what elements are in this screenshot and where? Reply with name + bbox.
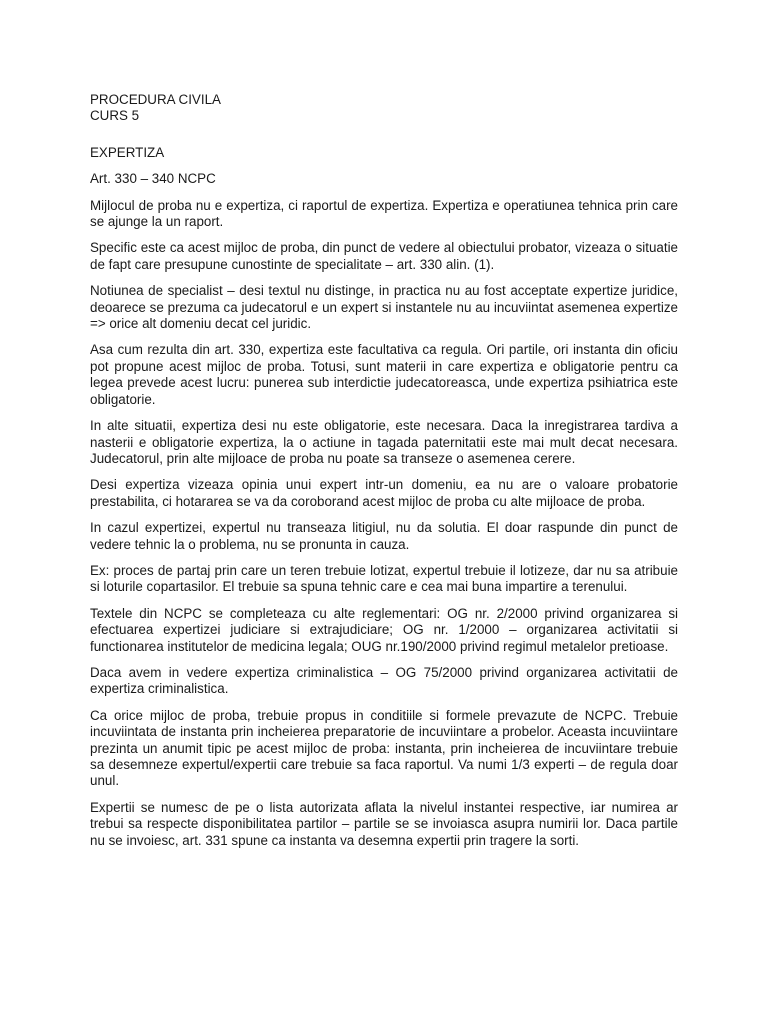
- paragraph: Ca orice mijloc de proba, trebuie propus in conditiile si formele prevazute de NCPC. Trebuie incuviintata de instanta prin incheierea preparatorie de incuviintare a probelor. Aceasta incuviintare prezinta un anumit tipic pe acest mijloc de proba: instanta, prin incheierea de incuviintare trebuie sa desemneze expertul/expertii care trebuie sa faca raportul. Va numi 1/3 experti – de regula doar unul.: [90, 707, 678, 789]
- paragraph: In cazul expertizei, expertul nu transeaza litigiul, nu da solutia. El doar raspunde din punct de vedere tehnic la o problema, nu se pronunta in cauza.: [90, 520, 678, 552]
- paragraph: Expertii se numesc de pe o lista autorizata aflata la nivelul instantei respective, iar numirea ar trebui sa respecte disponibilitatea partilor – partile se se invoiasca asupra numirii lor. Daca partile nu se invoiesc, art. 331 spune ca instanta va desemna expertii prin tragere la sorti.: [90, 799, 678, 848]
- course-title: PROCEDURA CIVILA: [90, 92, 221, 107]
- paragraph: Notiunea de specialist – desi textul nu distinge, in practica nu au fost acceptate expertize juridice, deoarece se prezuma ca judecatorul e un expert si instantele nu au incuviintat asemenea expertize => orice alt domeniu decat cel juridic.: [90, 283, 678, 332]
- section-heading: EXPERTIZA: [90, 144, 165, 160]
- paragraph: Mijlocul de proba nu e expertiza, ci raportul de expertiza. Expertiza e operatiunea tehnica prin care se ajunge la un raport.: [90, 197, 678, 230]
- paragraph: Asa cum rezulta din art. 330, expertiza este facultativa ca regula. Ori partile, ori instanta din oficiu pot propune acest mijloc de proba. Totusi, sunt materii in care expertiza e obligatorie pentru ca legea prevede acest lucru: punerea sub interdictie judecatoreasca, unde expertiza psihiatrica este obligatorie.: [90, 342, 678, 407]
- paragraph: In alte situatii, expertiza desi nu este obligatorie, este necesara. Daca la inregistrarea tardiva a nasterii e obligatorie expertiza, la o actiune in tagada paternitatii este mai mult decat necesara. Judecatorul, prin alte mijloace de proba nu poate sa transeze o asemenea cerere.: [90, 418, 678, 466]
- document-page: [90, 92, 678, 849]
- paragraph: Specific este ca acest mijloc de proba, din punct de vedere al obiectului probator, vizeaza o situatie de fapt care presupune cunostinte de specialitate – art. 330 alin. (1).: [90, 240, 678, 272]
- paragraph: Daca avem in vedere expertiza criminalistica – OG 75/2000 privind organizarea activitatii de expertiza criminalistica.: [90, 664, 678, 697]
- paragraph: Ex: proces de partaj prin care un teren trebuie lotizat, expertul trebuie il lotizeze, dar nu sa atribuie si loturile copartasilor. El trebuie sa spuna tehnic care e cea mai buna impartire a terenului.: [90, 562, 678, 595]
- paragraph: Textele din NCPC se completeaza cu alte reglementari: OG nr. 2/2000 privind organizarea si efectuarea expertizei judiciare si extrajudiciare; OG nr. 1/2000 – organizarea activitatii si functionarea institutelor de medicina legala; OUG nr.190/2000 privind regimul metalelor pretioase.: [90, 605, 678, 654]
- course-number: CURS 5: [90, 108, 140, 124]
- article-reference: Art. 330 – 340 NCPC: [90, 171, 216, 187]
- paragraph: Desi expertiza vizeaza opinia unui expert intr-un domeniu, ea nu are o valoare probatorie prestabilita, ci hotararea se va da coroborand acest mijloc de proba cu alte mijloace de proba.: [90, 477, 678, 509]
